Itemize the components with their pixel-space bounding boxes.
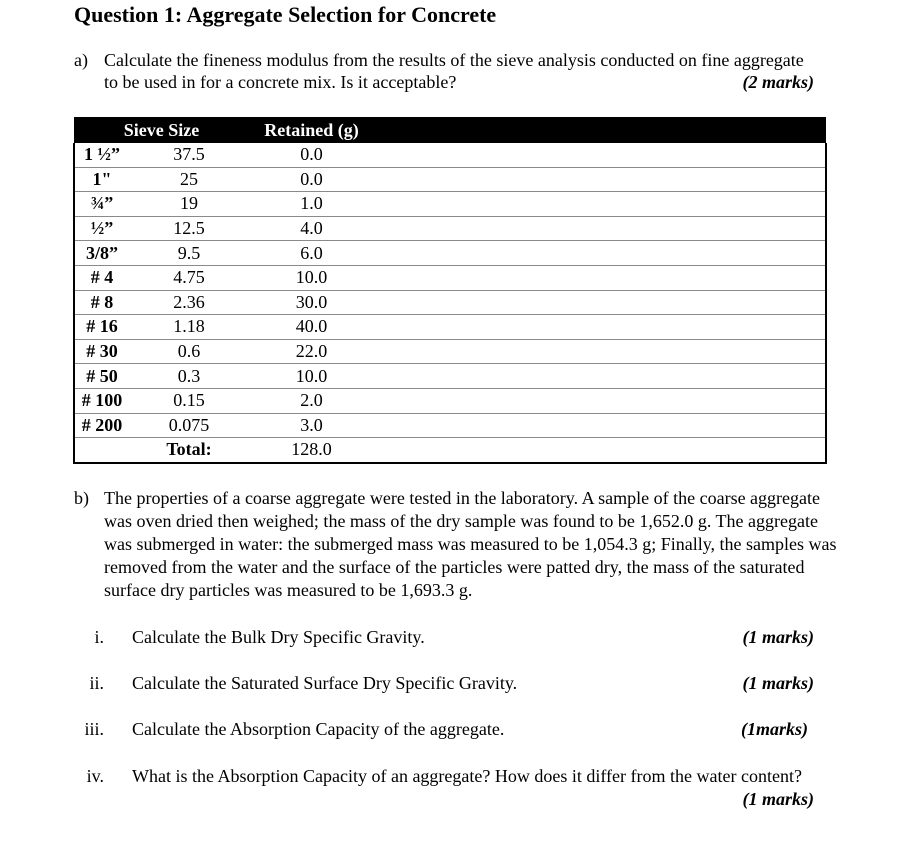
sieve-size-cell: # 200 [74,413,129,438]
empty-cell [374,241,826,266]
sub-question-marks: (1 marks) [742,789,814,809]
table-row [74,364,826,389]
empty-cell [374,339,826,364]
table-row [74,192,826,217]
empty-cell [374,315,826,340]
empty-cell [374,216,826,241]
sub-question-number: ii. [89,673,104,693]
sub-question-number: i. [94,627,104,647]
sieve-size-cell: ¾” [74,192,129,217]
sub-question-number: iv. [86,766,104,786]
empty-cell [374,388,826,413]
retained-cell: 2.0 [249,388,374,413]
sieve-mm-cell: 25 [129,167,249,192]
sieve-analysis-table [73,117,827,464]
part-b-text: The properties of a coarse aggregate were tested in the laboratory. A sample of the coarse aggregate was oven dried then weighed; the mass of the dry sample was found to be 1,652.0 g. The aggregate was submerged in water: the submerged mass was measured to be 1,054.3 g; Finally, the samples was removed from the water and the surface of the particles were patted dry, the mass of the saturated surface dry particles was measured to be 1,693.3 g. [104,488,837,600]
empty-cell [374,438,826,463]
table-row [74,388,826,413]
table-row [74,241,826,266]
header-retained: Retained (g) [249,117,374,143]
sub-question-marks: (1marks) [741,719,808,739]
table-row [74,339,826,364]
table-row [74,290,826,315]
retained-cell: 0.0 [249,143,374,167]
table-row [74,167,826,192]
sieve-mm-cell: 9.5 [129,241,249,266]
sieve-mm-cell: 19 [129,192,249,217]
part-b-label: b) [74,488,89,508]
header-blank [374,117,826,143]
retained-cell: 22.0 [249,339,374,364]
header-sieve-size: Sieve Size [74,117,249,143]
empty-cell [374,290,826,315]
sieve-mm-cell: 0.075 [129,413,249,438]
retained-cell: 4.0 [249,216,374,241]
retained-cell: 10.0 [249,265,374,290]
empty-cell [374,167,826,192]
retained-cell: 6.0 [249,241,374,266]
sieve-size-cell: 1" [74,167,129,192]
sieve-size-cell: 1 ½” [74,143,129,167]
sieve-mm-cell: 0.15 [129,388,249,413]
sieve-size-cell: # 16 [74,315,129,340]
total-row [74,438,826,463]
part-a-text [104,49,814,93]
sieve-size-cell: # 100 [74,388,129,413]
sub-question-text: Calculate the Absorption Capacity of the aggregate. [132,719,505,739]
retained-cell: 0.0 [249,167,374,192]
sieve-mm-cell: 0.3 [129,364,249,389]
sieve-mm-cell: 1.18 [129,315,249,340]
retained-cell: 40.0 [249,315,374,340]
part-a-question: Calculate the fineness modulus from the results of the sieve analysis conducted on fine aggregate to be used in for a concrete mix. Is it acceptable? [104,50,804,92]
empty-cell [374,265,826,290]
total-label: Total: [129,438,249,463]
table-header-row [74,117,826,143]
sub-question-marks: (1 marks) [742,673,814,693]
sieve-size-cell: # 8 [74,290,129,315]
sub-question-number: iii. [84,719,104,739]
part-a-marks: (2 marks) [742,72,814,92]
question-title: Question 1: Aggregate Selection for Concrete [74,2,497,27]
table-row [74,413,826,438]
empty-cell [374,413,826,438]
sieve-size-cell: # 50 [74,364,129,389]
sieve-mm-cell: 4.75 [129,265,249,290]
empty-cell [374,192,826,217]
retained-cell: 30.0 [249,290,374,315]
sub-question-text: Calculate the Saturated Surface Dry Specific Gravity. [132,673,518,693]
sieve-size-cell: # 30 [74,339,129,364]
sieve-mm-cell: 12.5 [129,216,249,241]
table-row [74,216,826,241]
sieve-mm-cell: 2.36 [129,290,249,315]
retained-cell: 1.0 [249,192,374,217]
retained-cell: 10.0 [249,364,374,389]
sieve-size-cell: 3/8” [74,241,129,266]
empty-cell [374,364,826,389]
table-row [74,143,826,167]
total-empty-cell [74,438,129,463]
empty-cell [374,143,826,167]
sub-question-marks: (1 marks) [742,627,814,647]
sub-question-text: What is the Absorption Capacity of an aggregate? How does it differ from the water content? [132,766,802,786]
sieve-mm-cell: 37.5 [129,143,249,167]
table-row [74,265,826,290]
sieve-size-cell: # 4 [74,265,129,290]
sub-question-text: Calculate the Bulk Dry Specific Gravity. [132,627,425,647]
total-value: 128.0 [249,438,374,463]
sieve-size-cell: ½” [74,216,129,241]
sieve-mm-cell: 0.6 [129,339,249,364]
table-row [74,315,826,340]
part-a-label: a) [74,50,88,70]
retained-cell: 3.0 [249,413,374,438]
